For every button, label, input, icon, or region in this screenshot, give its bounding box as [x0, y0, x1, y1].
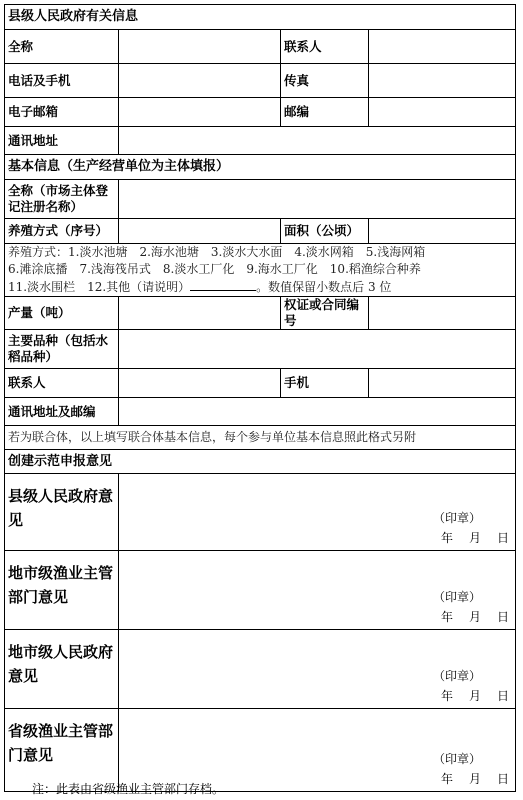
opinion-section-title: 创建示范申报意见 — [5, 450, 516, 474]
basic-method-label: 养殖方式（序号） — [5, 219, 119, 244]
date-line: 年 月 日 — [440, 610, 510, 624]
basic-output-label: 产量（吨） — [5, 297, 119, 330]
union-note: 若为联合体，以上填写联合体基本信息，每个参与单位基本信息照此格式另附 — [5, 426, 516, 450]
gov-fax-field[interactable] — [369, 64, 516, 98]
opinion-county-gov-field[interactable] — [119, 474, 516, 551]
gov-fax-label: 传真 — [281, 64, 369, 98]
basic-full-name-label: 全称（市场主体登记注册名称） — [5, 180, 119, 219]
gov-contact-field[interactable] — [369, 30, 516, 64]
date-line: 年 月 日 — [440, 531, 510, 545]
basic-output-field[interactable] — [119, 297, 281, 330]
basic-contact-label: 联系人 — [5, 369, 119, 398]
opinion-city-fishery-field[interactable] — [119, 551, 516, 630]
method-options-line3a: 11.淡水围栏 12.其他（请说明） — [8, 280, 191, 294]
basic-method-field[interactable] — [119, 219, 281, 244]
seal-label: （印章） — [433, 669, 482, 683]
basic-address-post-label: 通讯地址及邮编 — [5, 398, 119, 426]
date-line: 年 月 日 — [440, 772, 510, 786]
seal-label: （印章） — [433, 752, 482, 766]
gov-phone-field[interactable] — [119, 64, 281, 98]
gov-address-field[interactable] — [119, 127, 516, 155]
basic-species-label: 主要品种（包括水稻品种） — [5, 330, 119, 369]
gov-postcode-field[interactable] — [369, 98, 516, 127]
basic-mobile-label: 手机 — [281, 369, 369, 398]
gov-email-field[interactable] — [119, 98, 281, 127]
basic-mobile-field[interactable] — [369, 369, 516, 398]
gov-full-name-label: 全称 — [5, 30, 119, 64]
basic-species-field[interactable] — [119, 330, 516, 369]
basic-section-title: 基本信息（生产经营单位为主体填报） — [5, 155, 516, 180]
gov-phone-label: 电话及手机 — [5, 64, 119, 98]
opinion-province-fishery-label: 省级渔业主管部门意见 — [5, 709, 119, 792]
seal-label: （印章） — [433, 511, 482, 525]
basic-address-post-field[interactable] — [119, 398, 516, 426]
gov-address-label: 通讯地址 — [5, 127, 119, 155]
gov-email-label: 电子邮箱 — [5, 98, 119, 127]
form-table — [4, 4, 516, 792]
method-options-line1: 养殖方式：1.淡水池塘 2.海水池塘 3.淡水大水面 4.淡水网箱 5.浅海网箱 — [8, 245, 426, 259]
basic-full-name-field[interactable] — [119, 180, 516, 219]
gov-contact-label: 联系人 — [281, 30, 369, 64]
gov-full-name-field[interactable] — [119, 30, 281, 64]
basic-cert-field[interactable] — [369, 297, 516, 330]
method-options — [5, 244, 516, 297]
basic-cert-label: 权证或合同编号 — [281, 297, 369, 330]
opinion-city-gov-label: 地市级人民政府意见 — [5, 630, 119, 709]
other-blank-underline — [190, 278, 256, 291]
gov-postcode-label: 邮编 — [281, 98, 369, 127]
application-form — [4, 4, 515, 792]
method-options-line3b: 。数值保留小数点后 3 位 — [256, 280, 392, 294]
basic-area-label: 面积（公顷） — [281, 219, 369, 244]
opinion-city-fishery-label: 地市级渔业主管部门意见 — [5, 551, 119, 630]
gov-section-title: 县级人民政府有关信息 — [5, 5, 516, 30]
date-line: 年 月 日 — [440, 689, 510, 703]
method-options-line2: 6.滩涂底播 7.浅海筏吊式 8.淡水工厂化 9.海水工厂化 10.稻渔综合种养 — [8, 262, 421, 276]
opinion-county-gov-label: 县级人民政府意见 — [5, 474, 119, 551]
seal-label: （印章） — [433, 590, 482, 604]
basic-contact-field[interactable] — [119, 369, 281, 398]
footnote: 注：此表由省级渔业主管部门存档。 — [32, 782, 225, 796]
opinion-city-gov-field[interactable] — [119, 630, 516, 709]
basic-area-field[interactable] — [369, 219, 516, 244]
